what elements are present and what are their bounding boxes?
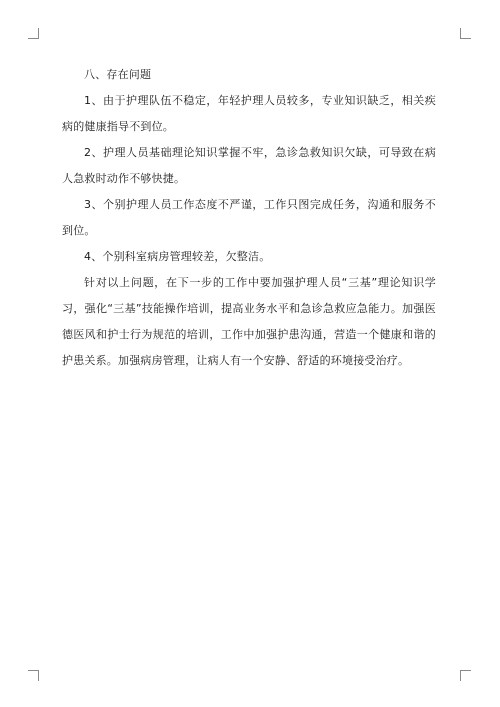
document-body (62, 62, 436, 374)
crop-mark-top-right (460, 28, 471, 39)
paragraph-4: 4、个别科室病房管理较差，欠整洁。 (84, 250, 271, 263)
crop-mark-top-left (28, 28, 39, 39)
section-heading: 八、存在问题 (84, 68, 152, 81)
paragraph-2: 2、护理人员基础理论知识掌握不牢，急诊急救知识欠缺，可导致在病人急救时动作不够快捷。 (62, 146, 436, 185)
paragraph-1: 1、由于护理队伍不稳定，年轻护理人员较多，专业知识缺乏，相关疾病的健康指导不到位。 (62, 94, 436, 133)
crop-mark-bottom-right (460, 670, 471, 681)
crop-mark-bottom-left (28, 670, 39, 681)
paragraph-3: 3、个别护理人员工作态度不严谨，工作只图完成任务，沟通和服务不到位。 (62, 198, 436, 237)
paragraph-5: 针对以上问题，在下一步的工作中要加强护理人员“三基”理论知识学习，强化“三基”技能操作培训，提高业务水平和急诊急救应急能力。加强医德医风和护士行为规范的培训，工作中加强护患沟通，营造一个健康和谐的护患关系。加强病房管理，让病人有一个安静、舒适的环境接受治疗。 (62, 276, 436, 367)
